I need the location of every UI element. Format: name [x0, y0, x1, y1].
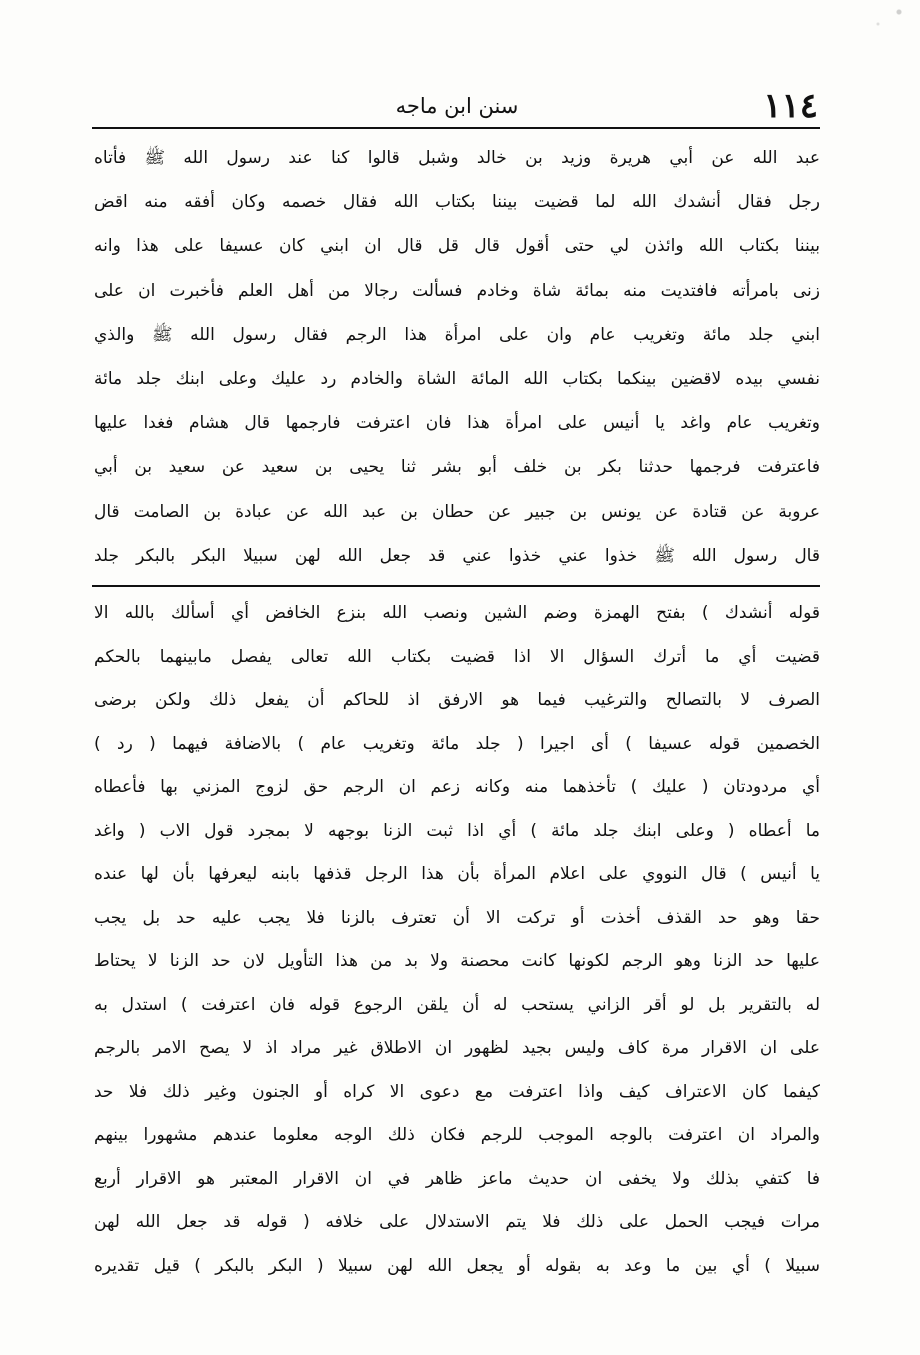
footnote-separator-rule [92, 585, 820, 587]
commentary-line: سبيلا ) أي بين ما وعد به بقوله أو يجعل الله لهن سبيلا ( البكر بالبكر ) قيل تقديره [94, 1255, 820, 1276]
commentary-line: كيفما كان الاعتراف كيف واذا اعترفت مع دعوى الا كراه أو الجنون وغير ذلك فلا حد [94, 1081, 820, 1102]
page-number: ١١٤ [763, 86, 818, 126]
hadith-line: ابني جلد مائة وتغريب عام وان على امرأة هذا الرجم فقال رسول الله ﷺ والذي [94, 324, 820, 345]
commentary-line: فا كتفي بذلك ولا يخفى ان حديث ماعز ظاهر في ان الاقرار المعتبر هو الاقرار أربع [94, 1168, 820, 1189]
running-title: سنن ابن ماجه [395, 94, 519, 118]
hadith-line: قال رسول الله ﷺ خذوا عني خذوا عني قد جعل الله لهن سبيلا البكر بالبكر جلد [94, 545, 820, 566]
hadith-text [94, 136, 820, 578]
hadith-line: فاعترفت فرجمها حدثنا بكر بن خلف أبو بشر ثنا يحيى بن سعيد عن سعيد بن أبي [94, 457, 820, 478]
commentary-line: مرات فيجب الحمل على ذلك فلا يتم الاستدلال على خلافه ( قوله قد جعل الله لهن [94, 1212, 820, 1232]
commentary-line: ما أعطاه ( وعلى ابنك جلد مائة ) أي اذا ثبت الزنا بوجهه لا بمجرد قول الاب ( واغد [94, 820, 820, 841]
hadith-line: بيننا بكتاب الله وائذن لي حتى أقول قال قل قال ان ابني كان عسيفا على هذا وانه [94, 236, 820, 257]
commentary-text [94, 592, 820, 1288]
commentary-line: الخصمين قوله عسيفا ) أى اجيرا ( جلد مائة وتغريب عام ) بالاضافة فيهما ( رد ) [94, 733, 820, 754]
hadith-line: رجل فقال أنشدك الله لما قضيت بيننا بكتاب الله فقال خصمه وكان أفقه منه اقض [94, 192, 820, 213]
hadith-line: زنى بامرأته فافتديت منه بمائة شاة وخادم فسألت رجالا من أهل العلم فأخبرت ان على [94, 280, 820, 301]
commentary-line: يا أنيس ) قال النووي على اعلام المرأة بأن هذا الرجل قذفها بابنه ليعرفها بأن لها عنده [94, 864, 820, 884]
commentary-line: عليها حد الزنا وهو الرجم لكونها كانت محصنة ولا بد من هذا التأويل لان حد الزنا لا يحتاط [94, 951, 820, 971]
scan-speck [850, 0, 920, 40]
hadith-line: وتغريب عام واغد يا أنيس على امرأة هذا فان اعترفت فارجمها قال هشام فغدا عليها [94, 413, 820, 434]
commentary-line: قضيت أي ما أترك السؤال الا اذا قضيت بكتاب الله تعالى يفصل مابينهما بالحكم [94, 646, 820, 667]
commentary-line: أي مردودتان ( عليك ) تأخذهما منه وكانه زعم ان الرجم حق لزوج المزني بها فأعطاه [94, 777, 820, 797]
hadith-line: نفسي بيده لاقضين بينكما بكتاب الله المائة الشاة والخادم رد عليك وعلى ابنك جلد مائة [94, 368, 820, 389]
page-header [96, 86, 818, 126]
hadith-line: عروبة عن قتادة عن يونس بن جبير عن حطان بن عبد الله عن عبادة بن الصامت قال [94, 501, 820, 522]
commentary-line: والمراد ان اعترفت بالوجه الموجب للرجم فكان ذلك الوجه معلوما عندهم مشهورا بينهم [94, 1125, 820, 1145]
commentary-line: حقا وهو حد القذف أخذت أو تركت الا أن تعترف بالزنا فلا يجب عليه حد بل يجب [94, 907, 820, 928]
header-rule [92, 127, 820, 129]
commentary-line: قوله أنشدك ) بفتح الهمزة وضم الشين ونصب الله بنزع الخافض أي أسألك بالله الا [94, 603, 820, 623]
commentary-line: الصرف لا بالتصالح والترغيب فيما هو الارفق اذ للحاكم أن يفعل ذلك ولكن برضى [94, 690, 820, 710]
commentary-line: له بالتقرير بل لو أقر الزاني يستحب له أن يلقن الرجوع قوله فان اعترفت ) استدل به [94, 994, 820, 1015]
hadith-line: عبد الله عن أبي هريرة وزيد بن خالد وشبل قالوا كنا عند رسول الله ﷺ فأتاه [94, 148, 820, 168]
commentary-line: على ان الاقرار مرة كاف وليس بجيد لظهور ان الاطلاق غير مراد اذ لا يصح الامر بالرجم [94, 1038, 820, 1058]
